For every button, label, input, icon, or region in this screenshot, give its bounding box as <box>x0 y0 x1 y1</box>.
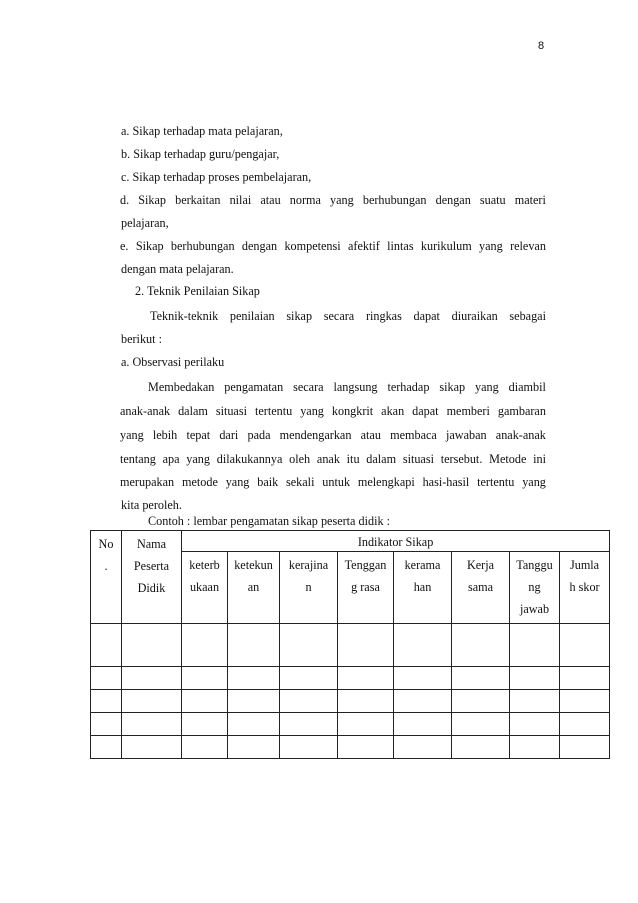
word: dari <box>219 428 239 442</box>
list-item-d-line2: pelajaran, <box>121 216 169 230</box>
word: anak <box>316 452 340 466</box>
table-row <box>91 667 610 690</box>
word: e. <box>120 239 129 253</box>
word: yang <box>330 193 354 207</box>
word: ringkas <box>365 309 402 323</box>
word: akan <box>381 404 405 418</box>
word: materi <box>514 193 546 207</box>
word: anak-anak <box>120 404 171 418</box>
word: penilaian <box>229 309 275 323</box>
word: norma <box>289 193 321 207</box>
header-indicator-6: Kerja sama <box>452 552 510 624</box>
word: Sikap <box>135 239 164 253</box>
word: atau <box>360 428 381 442</box>
word: dalam <box>366 452 397 466</box>
word: apa <box>162 452 180 466</box>
word: baik <box>257 475 279 489</box>
header-indicators: Indikator Sikap <box>182 531 610 552</box>
word: memberi <box>446 404 490 418</box>
word: Membedakan <box>148 380 215 394</box>
word: metode <box>181 475 218 489</box>
word: relevan <box>510 239 546 253</box>
header-name: Nama Peserta Didik <box>122 531 182 624</box>
word: yang <box>522 475 546 489</box>
paragraph-line-2 <box>120 403 546 419</box>
word: kompetensi <box>284 239 341 253</box>
observation-table <box>90 530 610 759</box>
word: lintas <box>387 239 414 253</box>
word: kongkrit <box>331 404 374 418</box>
list-item-e-line2: dengan mata pelajaran. <box>121 262 234 276</box>
word: yang <box>225 475 250 489</box>
header-indicator-1: keterb ukaan <box>182 552 228 624</box>
list-item-d-line1 <box>120 192 546 208</box>
word: tersebut. <box>440 452 483 466</box>
list-item-a: a. Sikap terhadap mata pelajaran, <box>121 124 283 138</box>
header-no: No . <box>91 531 122 624</box>
word: yang <box>475 380 499 394</box>
word: diambil <box>508 380 546 394</box>
list-item-e-line1 <box>120 238 546 254</box>
list-item-c: c. Sikap terhadap proses pembelajaran, <box>121 170 312 184</box>
word: d. <box>120 193 130 207</box>
word: berkaitan <box>175 193 221 207</box>
word: gambaran <box>497 404 546 418</box>
header-indicator-5: kerama han <box>394 552 452 624</box>
word: itu <box>346 452 360 466</box>
word: dapat <box>412 404 439 418</box>
word: sikap <box>439 380 466 394</box>
word: situasi <box>215 404 247 418</box>
header-total: Jumla h skor <box>560 552 610 624</box>
word: secara <box>293 380 324 394</box>
word: berhubungan <box>362 193 427 207</box>
header-indicator-3: kerajina n <box>280 552 338 624</box>
word: yang <box>120 428 144 442</box>
word: nilai <box>229 193 252 207</box>
page-number: 8 <box>538 40 545 52</box>
word: langsung <box>333 380 378 394</box>
word: jawaban <box>446 428 487 442</box>
word: mendengarkan <box>279 428 352 442</box>
word: berhubungan <box>170 239 235 253</box>
word: secara <box>323 309 355 323</box>
word: diuraikan <box>451 309 498 323</box>
table-row <box>91 736 610 759</box>
header-indicator-2: ketekun an <box>228 552 280 624</box>
word: suatu <box>479 193 506 207</box>
header-indicator-7: Tanggu ng jawab <box>510 552 560 624</box>
word: yang <box>300 404 324 418</box>
word: sikap <box>286 309 313 323</box>
paragraph-line-6: kita peroleh. <box>121 498 182 512</box>
word: untuk <box>322 475 351 489</box>
word: pada <box>247 428 271 442</box>
word: dilakukannya <box>216 452 283 466</box>
paragraph-line-3 <box>120 427 546 443</box>
word: dengan <box>435 193 471 207</box>
word: lebih <box>152 428 178 442</box>
word: tepat <box>186 428 211 442</box>
word: ini <box>533 452 546 466</box>
header-indicator-4: Tenggan g rasa <box>338 552 394 624</box>
word: dengan <box>241 239 278 253</box>
word: terhadap <box>387 380 430 394</box>
list-item-b: b. Sikap terhadap guru/pengajar, <box>121 147 280 161</box>
word: tertentu <box>254 404 293 418</box>
word: dapat <box>413 309 440 323</box>
word: situasi <box>402 452 434 466</box>
word: yang <box>479 239 503 253</box>
word: atau <box>260 193 281 207</box>
word: membaca <box>390 428 437 442</box>
word: Sikap <box>138 193 167 207</box>
word: tentang <box>120 452 156 466</box>
example-caption: Contoh : lembar pengamatan sikap peserta didik : <box>148 514 390 528</box>
word: tertentu <box>477 475 515 489</box>
word: dalam <box>178 404 208 418</box>
intro-line2: berikut : <box>121 332 162 346</box>
word: yang <box>186 452 210 466</box>
section-heading: 2. Teknik Penilaian Sikap <box>135 284 260 298</box>
paragraph-line-1 <box>148 379 546 395</box>
word: Metode <box>489 452 527 466</box>
word: Teknik-teknik <box>150 309 219 323</box>
paragraph-line-5 <box>120 474 546 490</box>
word: anak-anak <box>495 428 546 442</box>
word: oleh <box>289 452 311 466</box>
word: melengkapi <box>357 475 415 489</box>
word: sebagai <box>509 309 546 323</box>
table-row <box>91 624 610 667</box>
table-row <box>91 690 610 713</box>
table-row <box>91 713 610 736</box>
intro-line1 <box>150 308 546 324</box>
paragraph-line-4 <box>120 451 546 467</box>
sub-heading: a. Observasi perilaku <box>121 355 225 369</box>
word: pengamatan <box>224 380 284 394</box>
word: afektif <box>348 239 380 253</box>
word: hasi-hasil <box>422 475 470 489</box>
word: sekali <box>286 475 315 489</box>
word: kurikulum <box>420 239 472 253</box>
word: merupakan <box>120 475 175 489</box>
